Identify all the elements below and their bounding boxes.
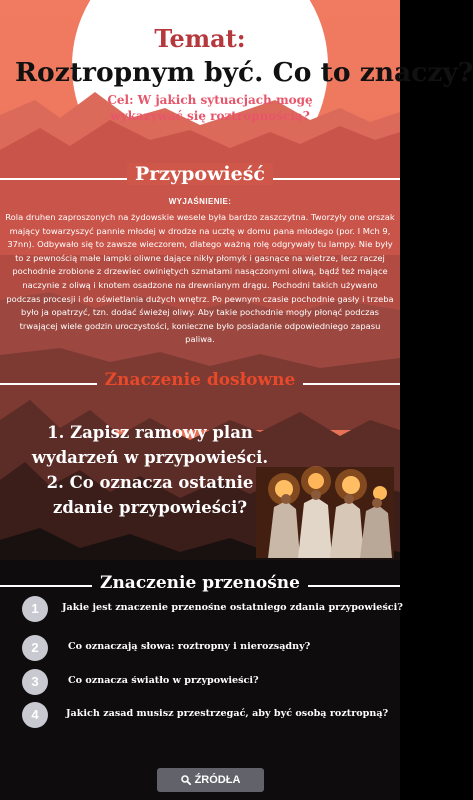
section-heading-parable: Przypowieść xyxy=(0,163,400,185)
question-text: Jakich zasad musisz przestrzegać, aby być osobą roztropną? xyxy=(66,708,389,719)
question-number: 2 xyxy=(22,635,48,661)
explanation-text: Rola druhen zaproszonych na żydowskie wesele była bardzo zaszczytna. Tworzyły one orszak mający towarzyszyć pannie młodej w drodze na ucztę w domu pana młodego (por. I Mch 9, 37nn). Odbywało się to zawsze wieczorem, dlatego ważną rolę odgrywały tu lampy. Nie były to z pewnością małe lampki oliwne dające nikły płomyk i gasnące na wietrze, lecz raczej pochodnie zrobione z drzewiec owiniętych szmatami nasączonymi oliwą, bądź też mające naczynie z oliwą i knotem osadzone na drewnianym drągu. Pochodni takich używano podczas procesji i do oświetlania dużych wnętrz. Po pewnym czasie pochodnie gasły i trzeba było ja opatrzyć, tzn. dodać świeżej oliwy. Aby takie pochodnie mogły płonąć podczas trwającej wiele godzin uroczystości, konieczne było posiadanie odpowiedniego zapasu paliwa. xyxy=(5,212,395,345)
section-heading-figurative: Znaczenie przenośne xyxy=(0,573,400,593)
question-text: Jakie jest znaczenie przenośne ostatniego zdania przypowieści? xyxy=(62,602,403,613)
question-number: 4 xyxy=(22,702,48,728)
question-number: 3 xyxy=(22,669,48,695)
task-item: 2. Co oznacza ostatnie zdanie przypowieści? xyxy=(46,473,254,517)
page-subtitle: Roztropnym być. Co to znaczy? xyxy=(15,57,473,88)
question-text: Co oznacza światło w przypowieści? xyxy=(68,675,259,686)
question-number: 1 xyxy=(22,596,48,622)
task-item: 1. Zapisz ramowy plan wydarzeń w przypowieści. xyxy=(31,423,269,467)
task-list xyxy=(30,420,270,520)
lesson-goal: Cel: W jakich sytuacjach mogę wykazywać się roztropnością? xyxy=(107,93,313,123)
sources-button[interactable] xyxy=(157,768,264,792)
search-icon xyxy=(181,775,191,785)
page-title: Temat: xyxy=(154,24,246,53)
section-heading-literal: Znaczenie dosłowne xyxy=(0,370,400,390)
question-item xyxy=(22,702,394,728)
question-item xyxy=(22,669,394,695)
sources-label: ŹRÓDŁA xyxy=(194,774,241,786)
question-item xyxy=(22,596,403,622)
question-item xyxy=(22,635,394,661)
question-text: Co oznaczają słowa: roztropny i nierozsądny? xyxy=(68,641,311,652)
torch-procession-image xyxy=(256,467,394,558)
explanation-label: WYJAŚNIENIE: xyxy=(168,197,232,206)
